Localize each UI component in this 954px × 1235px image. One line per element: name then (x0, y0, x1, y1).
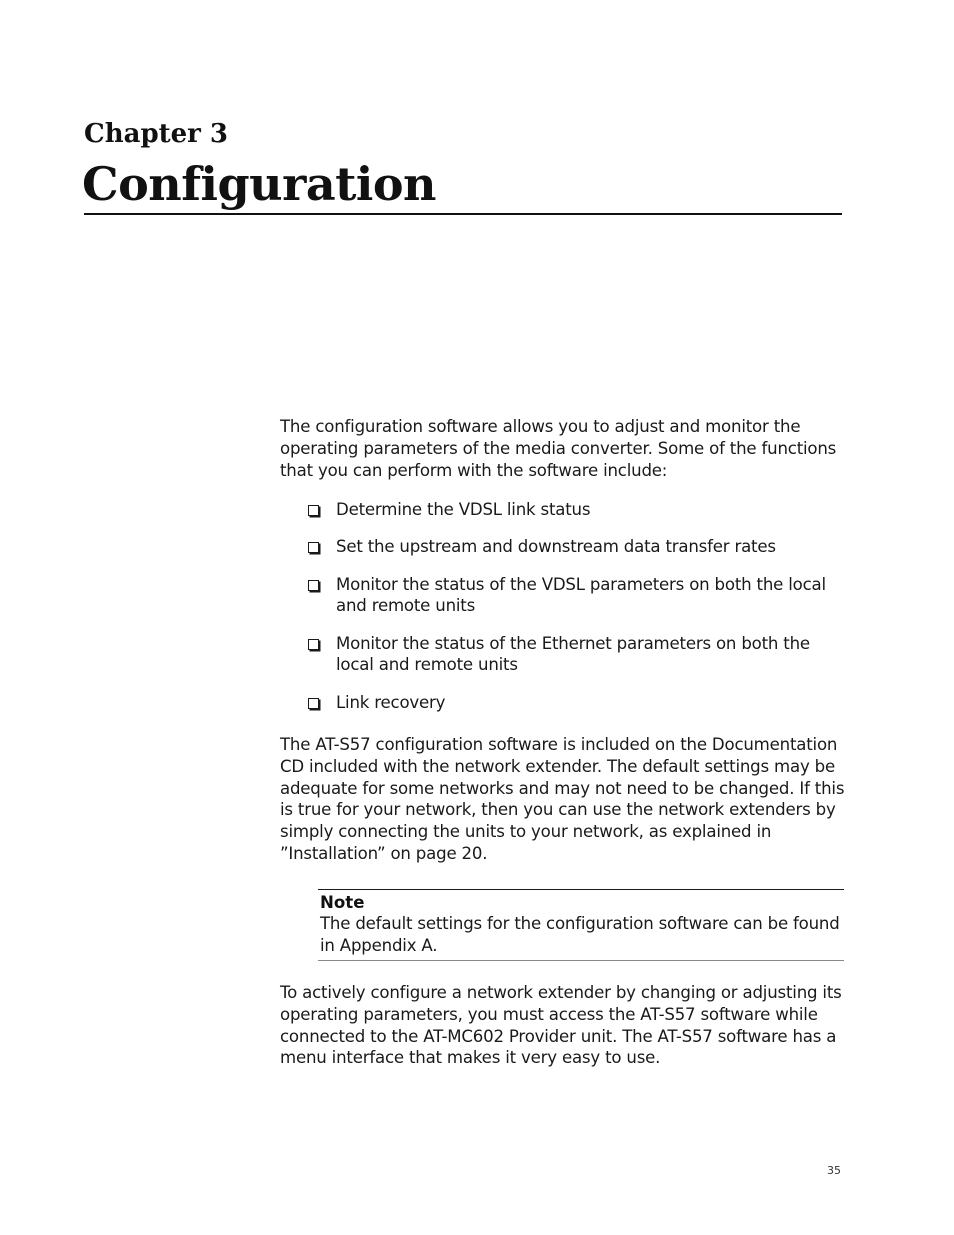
list-item (306, 633, 846, 677)
intro-paragraph: The configuration software allows you to adjust and monitor the operating parameters of the media converter. Some of the functions that you can perform with the software include: (280, 417, 837, 480)
note-heading: Note (320, 893, 365, 912)
note-text: The default settings for the configuration software can be found in Appendix A. (320, 914, 840, 955)
checkbox-bullet-icon (306, 633, 336, 655)
list-item-text: Set the upstream and downstream data transfer rates (336, 537, 776, 557)
page-number: 35 (827, 1164, 841, 1177)
chapter-title: Configuration (82, 157, 436, 211)
checkbox-bullet-icon (306, 499, 336, 521)
list-item-text: Monitor the status of the VDSL parameters on both the local and remote units (336, 574, 826, 616)
chapter-label: Chapter 3 (84, 119, 229, 149)
checkbox-bullet-icon (306, 692, 336, 714)
list-item (306, 574, 846, 618)
list-item-text: Link recovery (336, 692, 446, 712)
list-item (306, 499, 846, 521)
cd-paragraph: The AT-S57 configuration software is included on the Documentation CD included with the network extender. The default settings may be adequate for some networks and may not need to be changed. If this is true for your network, then you can use the network extenders by simply connecting the units to your network, as explained in ”Installation” on page 20. (280, 735, 845, 863)
checkbox-bullet-icon (306, 574, 336, 596)
list-item (306, 536, 846, 558)
configure-paragraph: To actively configure a network extender by changing or adjusting its operating parameters, you must access the AT-S57 software while connected to the AT-MC602 Provider unit. The AT-S57 software has a menu interface that makes it very easy to use. (280, 983, 842, 1068)
list-item-text: Monitor the status of the Ethernet parameters on both the local and remote units (336, 633, 810, 675)
checkbox-bullet-icon (306, 536, 336, 558)
title-rule (84, 213, 842, 215)
list-item (306, 692, 846, 714)
note-box (318, 889, 844, 961)
list-item-text: Determine the VDSL link status (336, 500, 591, 519)
function-list (306, 499, 846, 729)
